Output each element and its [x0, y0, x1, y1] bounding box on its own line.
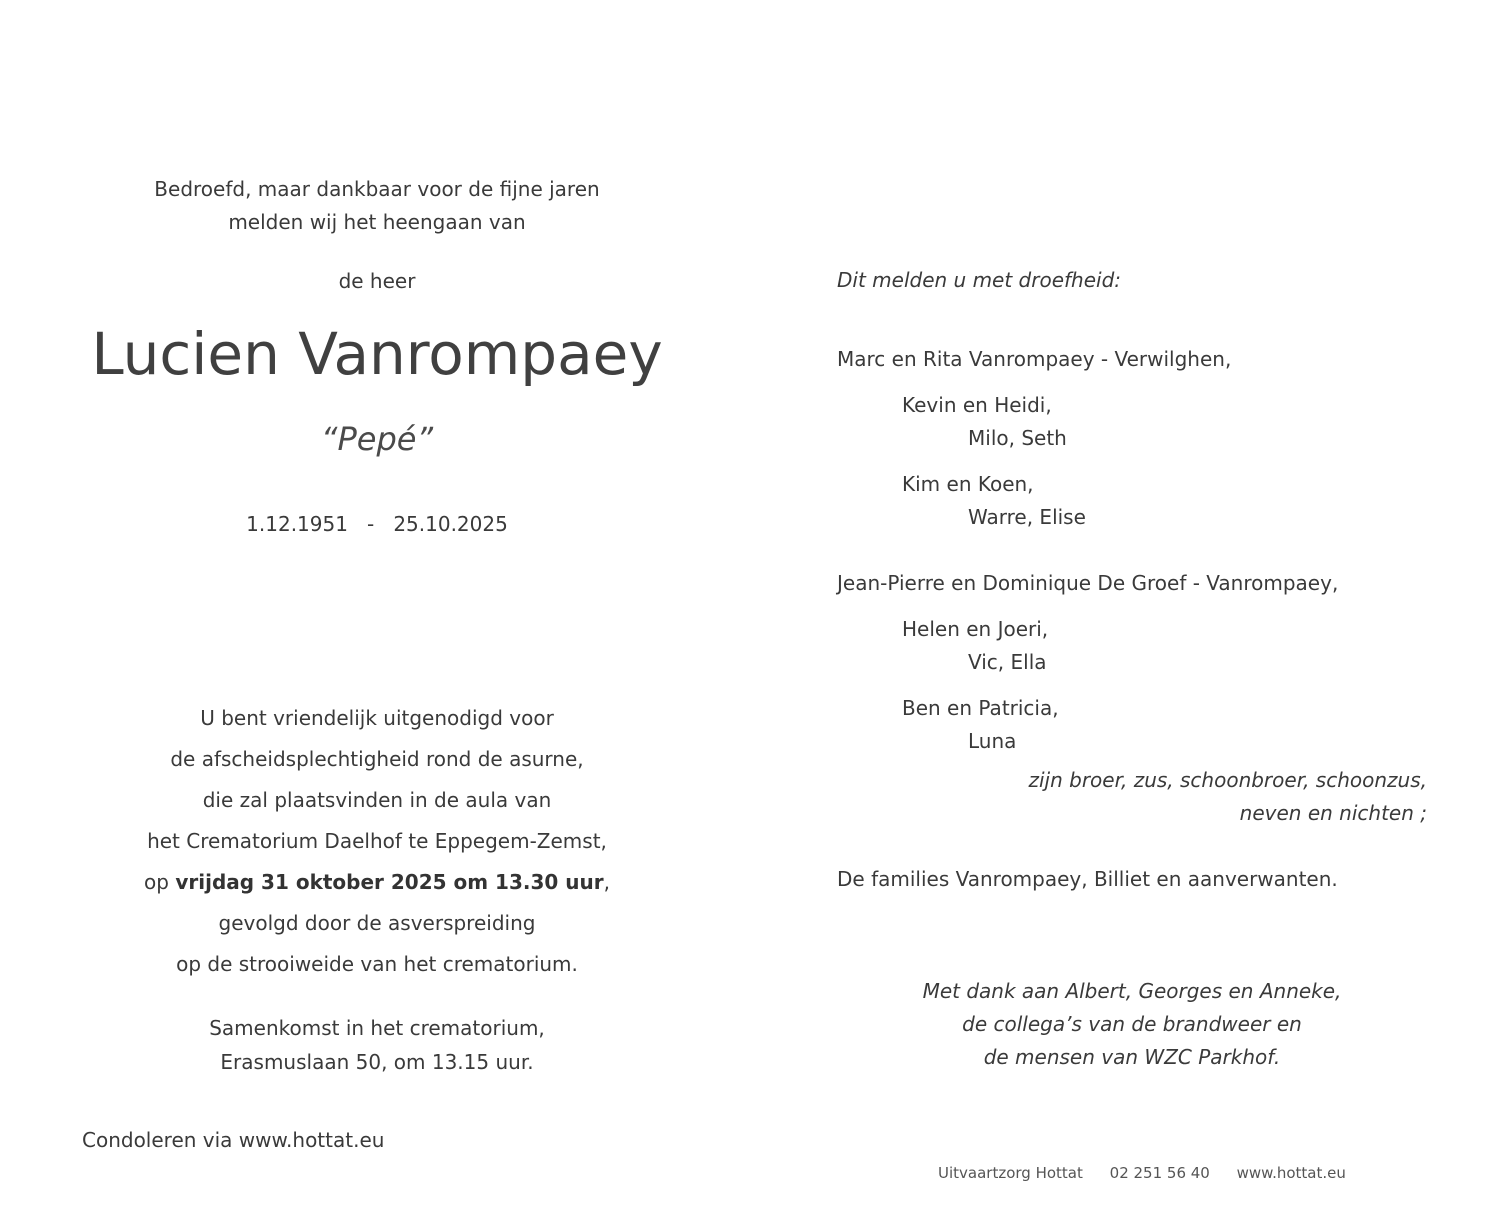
deceased-name: Lucien Vanrompaey [91, 320, 663, 388]
grandchildren: Vic, Ella [968, 650, 1047, 674]
announcement-intro: Dit melden u met droefheid: [837, 268, 1122, 292]
date-prefix: op [144, 870, 176, 894]
ceremony-datetime: vrijdag 31 oktober 2025 om 13.30 uur [175, 870, 604, 894]
thanks-text [923, 975, 1342, 1074]
child-couple: Kim en Koen, [902, 472, 1034, 496]
meeting-info [209, 1011, 545, 1079]
funeral-home-website[interactable]: www.hottat.eu [1236, 1164, 1346, 1182]
relation-line: zijn broer, zus, schoonbroer, schoonzus, [1028, 768, 1427, 792]
grandchildren: Milo, Seth [968, 426, 1067, 450]
funeral-home-phone[interactable]: 02 251 56 40 [1109, 1164, 1210, 1182]
intro-text [154, 173, 599, 239]
invitation-line: gevolgd door de asverspreiding [218, 911, 536, 935]
thanks-line: de collega’s van de brandweer en [962, 1012, 1302, 1036]
intro-line: melden wij het heengaan van [228, 210, 526, 234]
life-dates: 1.12.1951 - 25.10.2025 [246, 512, 508, 536]
child-family [902, 613, 1048, 679]
title-honorific: de heer [338, 269, 416, 293]
invitation-line: het Crematorium Daelhof te Eppegem-Zemst, [147, 829, 607, 853]
funeral-home-footer [938, 1163, 1346, 1183]
intro-line: Bedroefd, maar dankbaar voor de fijne jaren [154, 177, 600, 201]
date-suffix: , [603, 870, 610, 894]
invitation-line: U bent vriendelijk uitgenodigd voor [200, 706, 554, 730]
child-family [902, 468, 1086, 534]
grandchildren: Luna [968, 729, 1017, 753]
child-family [902, 389, 1067, 455]
thanks-line: Met dank aan Albert, Georges en Anneke, [922, 979, 1342, 1003]
invitation-date-line [144, 862, 610, 903]
condolence-link[interactable]: Condoleren via www.hottat.eu [82, 1128, 385, 1152]
nickname: “Pepé” [320, 420, 434, 458]
meeting-line: Erasmuslaan 50, om 13.15 uur. [220, 1050, 534, 1074]
child-couple: Helen en Joeri, [902, 617, 1049, 641]
invitation-text [144, 698, 610, 985]
grandchildren: Warre, Elise [968, 505, 1086, 529]
thanks-line: de mensen van WZC Parkhof. [983, 1045, 1281, 1069]
relation-line: neven en nichten ; [1239, 801, 1427, 825]
invitation-line: die zal plaatsvinden in de aula van [202, 788, 552, 812]
family-parents: Marc en Rita Vanrompaey - Verwilghen, [837, 347, 1232, 371]
family-parents: Jean-Pierre en Dominique De Groef - Vanrompaey, [837, 571, 1339, 595]
meeting-line: Samenkomst in het crematorium, [209, 1016, 545, 1040]
funeral-home-name: Uitvaartzorg Hottat [938, 1164, 1083, 1182]
child-couple: Ben en Patricia, [902, 696, 1059, 720]
invitation-line: op de strooiweide van het crematorium. [176, 952, 578, 976]
invitation-line: de afscheidsplechtigheid rond de asurne, [170, 747, 584, 771]
extended-families: De families Vanrompaey, Billiet en aanverwanten. [837, 867, 1338, 891]
child-couple: Kevin en Heidi, [902, 393, 1052, 417]
child-family [902, 692, 1059, 758]
relation-text [1028, 764, 1427, 830]
